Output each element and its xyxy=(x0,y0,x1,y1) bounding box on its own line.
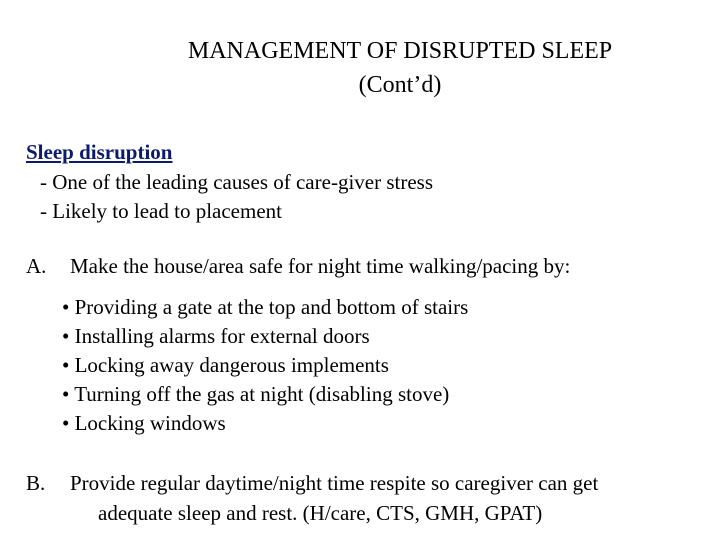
slide-title xyxy=(0,34,720,102)
bullet-item: • Installing alarms for external doors xyxy=(62,324,370,348)
point-b-line-1: Provide regular daytime/night time respite so caregiver can get xyxy=(70,471,599,495)
bullet-item: • Locking away dangerous implements xyxy=(62,353,389,377)
point-b xyxy=(26,468,598,528)
bullet-item: • Locking windows xyxy=(62,411,226,435)
dash-list xyxy=(40,168,433,226)
bullet-item: • Providing a gate at the top and bottom of stairs xyxy=(62,295,469,319)
bullet-item: • Turning off the gas at night (disabling stove) xyxy=(62,382,450,406)
point-b-line-2: adequate sleep and rest. (H/care, CTS, GMH, GPAT) xyxy=(98,501,543,525)
point-a xyxy=(26,251,570,281)
point-a-letter: A. xyxy=(26,254,47,278)
point-b-letter: B. xyxy=(26,471,46,495)
dash-item: - Likely to lead to placement xyxy=(40,199,282,223)
title-line-2: (Cont’d) xyxy=(358,72,442,98)
section-heading: Sleep disruption xyxy=(26,140,173,164)
title-line-1: MANAGEMENT OF DISRUPTED SLEEP xyxy=(187,38,613,64)
point-a-text: Make the house/area safe for night time walking/pacing by: xyxy=(70,254,571,278)
dash-item: - One of the leading causes of care-giver stress xyxy=(40,170,434,194)
bullet-list xyxy=(62,293,468,438)
